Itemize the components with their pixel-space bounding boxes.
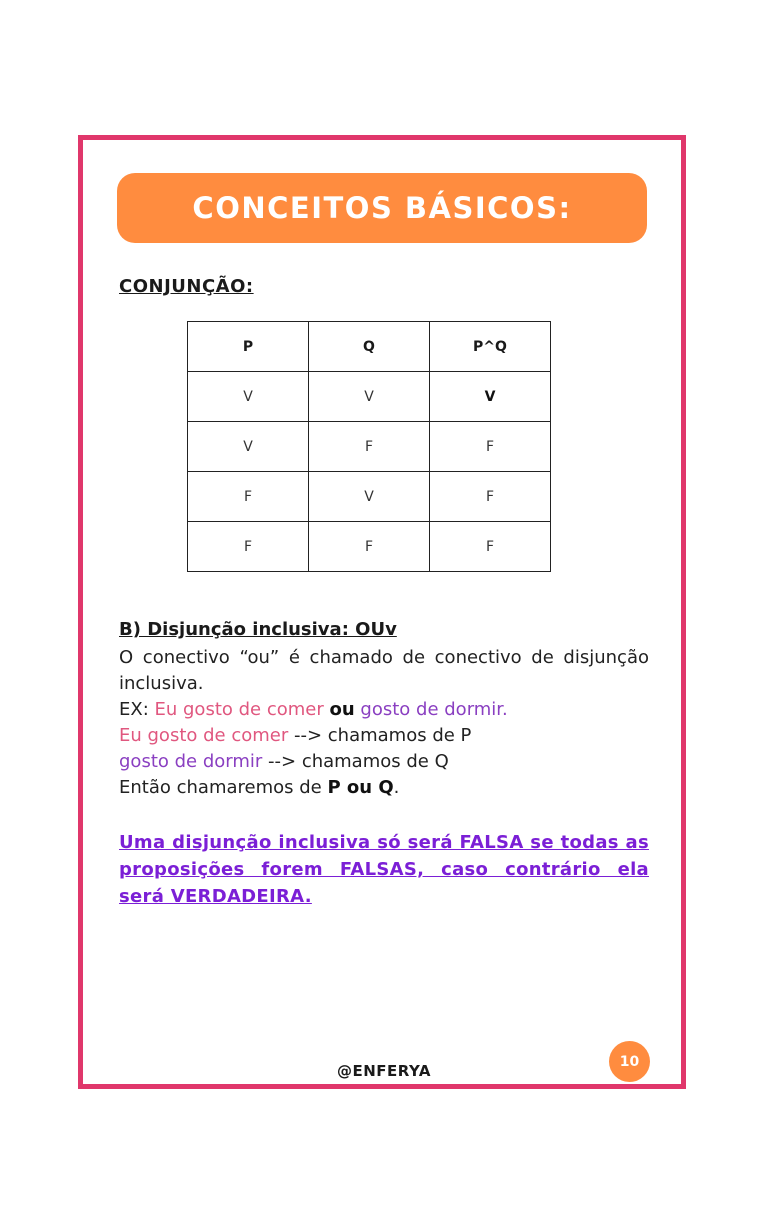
q-phrase: gosto de dormir — [119, 751, 263, 772]
banner-title: CONCEITOS BÁSICOS: — [192, 191, 572, 225]
conclusion-suffix: . — [393, 777, 400, 798]
p-rest: --> chamamos de P — [288, 725, 472, 746]
p-phrase: Eu gosto de comer — [119, 725, 289, 746]
table-row — [188, 422, 551, 472]
q-definition-line — [119, 749, 649, 775]
q-rest: --> chamamos de Q — [262, 751, 449, 772]
highlight-statement: Uma disjunção inclusiva só será FALSA se todas as proposições forem FALSAS, caso contrário ela será VERDADEIRA. — [119, 832, 649, 907]
table-cell: F — [309, 422, 430, 472]
table-cell: F — [430, 422, 551, 472]
table-header-row — [188, 322, 551, 372]
table-row — [188, 372, 551, 422]
table-cell: V — [430, 372, 551, 422]
header-cell-p-and-q: P^Q — [430, 322, 551, 372]
example-connector: ou — [329, 699, 355, 720]
table-cell: F — [309, 522, 430, 572]
conclusion-bold: P ou Q — [327, 777, 394, 798]
header-cell-p: P — [188, 322, 309, 372]
header-cell-q: Q — [309, 322, 430, 372]
table-cell: V — [188, 422, 309, 472]
example-part-1: Eu gosto de comer — [154, 699, 324, 720]
conclusion-prefix: Então chamaremos de — [119, 777, 328, 798]
example-prefix: EX: — [119, 699, 155, 720]
table-cell: F — [430, 472, 551, 522]
page-number-badge — [609, 1041, 650, 1082]
disjunction-heading: B) Disjunção inclusiva: OUv — [119, 619, 397, 640]
table-cell: F — [430, 522, 551, 572]
truth-table — [187, 321, 551, 572]
conclusion-line — [119, 775, 649, 801]
example-part-2: gosto de dormir. — [360, 699, 508, 720]
table-cell: V — [309, 372, 430, 422]
conjunction-heading: CONJUNÇÃO: — [119, 276, 254, 297]
title-banner — [117, 173, 647, 243]
footer-handle: @ENFERYA — [336, 1062, 432, 1080]
disjunction-paragraph: O conectivo “ou” é chamado de conectivo de disjunção inclusiva. — [119, 647, 649, 694]
page-number: 10 — [619, 1053, 640, 1070]
table-row — [188, 472, 551, 522]
p-definition-line — [119, 723, 649, 749]
example-line — [119, 697, 649, 723]
table-cell: V — [309, 472, 430, 522]
table-cell: F — [188, 522, 309, 572]
table-cell: F — [188, 472, 309, 522]
table-cell: V — [188, 372, 309, 422]
table-row — [188, 522, 551, 572]
